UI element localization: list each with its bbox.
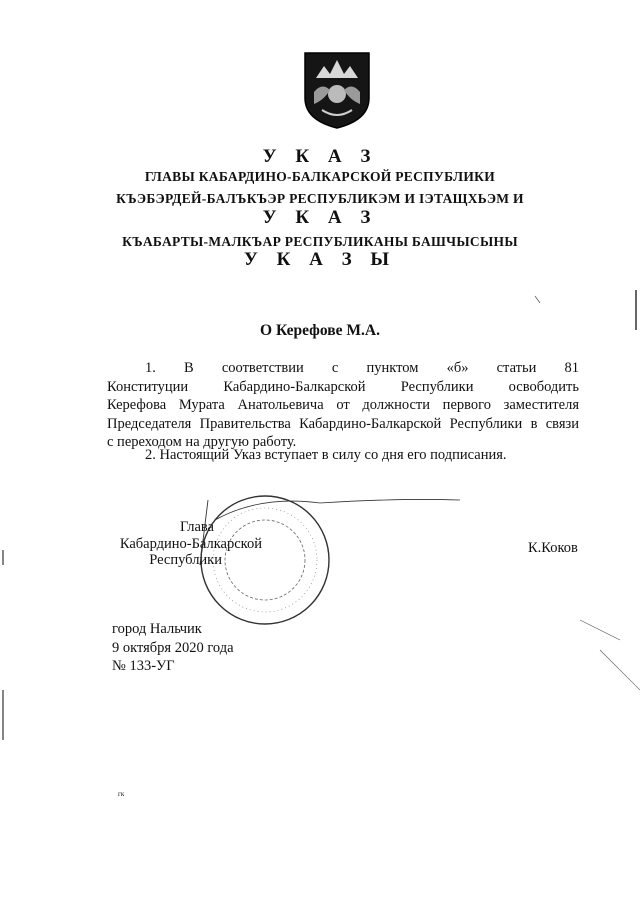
title-kabardian: КЪЭБЭРДЕЙ-БАЛЪКЪЭР РЕСПУБЛИКЭМ И IЭТАЩХЬЭМ И bbox=[116, 191, 524, 206]
title-head-of-republic: ГЛАВЫ КАБАРДИНО-БАЛКАРСКОЙ РЕСПУБЛИКИ bbox=[144, 169, 496, 184]
title-ukazy-balkar: У К А З Ы bbox=[243, 249, 397, 270]
paragraph-1-line: Председателя Правительства Кабардино-Балкарской Республики в связи bbox=[107, 415, 579, 432]
decree-subject: О Керефове М.А. bbox=[260, 322, 380, 339]
paragraph-1-line: Керефова Мурата Анатольевича от должности первого заместителя bbox=[107, 397, 579, 413]
paragraph-1-line: Конституции Кабардино-Балкарской Республики освободить bbox=[107, 378, 579, 395]
paragraph-1-line: 1. В соответствии с пунктом «б» статьи 81 bbox=[145, 360, 579, 376]
title-balkar: КЪАБАРТЫ-МАЛКЪАР РЕСПУБЛИКАНЫ БАШЧЫСЫНЫ bbox=[122, 234, 518, 249]
stamp-mark: гк bbox=[118, 790, 125, 798]
signatory-name: К.Коков bbox=[528, 540, 578, 556]
footer-date: 9 октября 2020 года bbox=[112, 639, 234, 656]
signature-title-text-2: Кабардино-Балкарской bbox=[119, 536, 262, 552]
footer-number: № 133-УГ bbox=[112, 658, 175, 674]
signature-title-text-3: Республики bbox=[149, 552, 222, 568]
paragraph-1-line: с переходом на другую работу. bbox=[107, 434, 297, 450]
title-ukaz: У К А З bbox=[262, 146, 378, 167]
footer-city: город Нальчик bbox=[112, 621, 202, 637]
paragraph-2: 2. Настоящий Указ вступает в силу со дня его подписания. bbox=[145, 447, 507, 463]
signature-title-text-1: Глава bbox=[179, 519, 214, 535]
title-ukaz-kabardian: У К А З bbox=[262, 207, 378, 228]
